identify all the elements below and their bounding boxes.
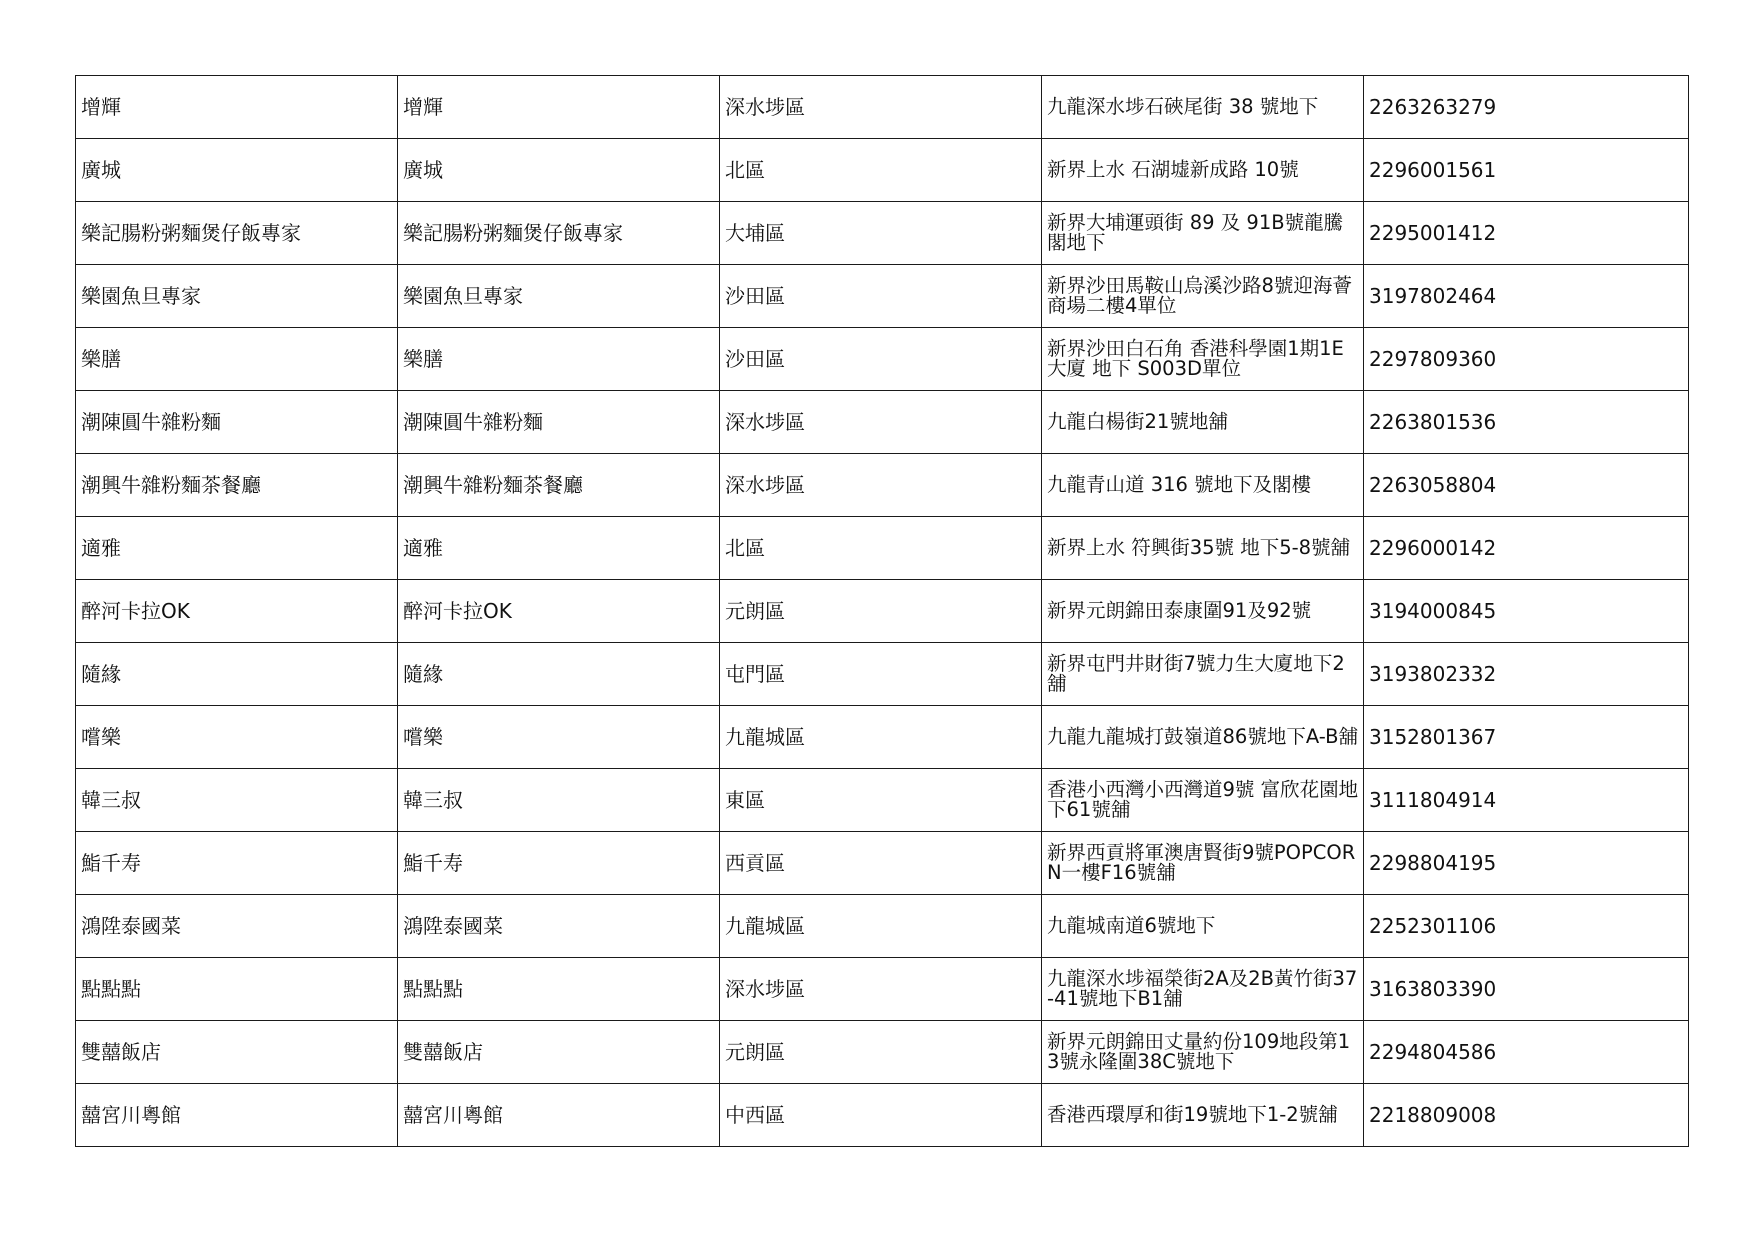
cell-district: 東區 bbox=[720, 769, 1042, 832]
restaurant-table bbox=[75, 75, 1689, 1147]
cell-name-alt: 樂園魚旦專家 bbox=[398, 265, 720, 328]
cell-phone: 3163803390 bbox=[1364, 958, 1689, 1021]
cell-district: 元朗區 bbox=[720, 580, 1042, 643]
cell-district: 屯門區 bbox=[720, 643, 1042, 706]
table-row bbox=[76, 1084, 1689, 1147]
cell-phone: 2263263279 bbox=[1364, 76, 1689, 139]
cell-address: 九龍城南道6號地下 bbox=[1042, 895, 1364, 958]
cell-name: 樂記腸粉粥麵煲仔飯專家 bbox=[76, 202, 398, 265]
cell-name-alt: 嚐樂 bbox=[398, 706, 720, 769]
table-row bbox=[76, 895, 1689, 958]
cell-name: 適雅 bbox=[76, 517, 398, 580]
cell-address: 九龍九龍城打鼓嶺道86號地下A-B舖 bbox=[1042, 706, 1364, 769]
table-row bbox=[76, 706, 1689, 769]
cell-phone: 2252301106 bbox=[1364, 895, 1689, 958]
cell-phone: 2218809008 bbox=[1364, 1084, 1689, 1147]
cell-name-alt: 醉河卡拉OK bbox=[398, 580, 720, 643]
cell-name-alt: 增輝 bbox=[398, 76, 720, 139]
cell-name: 樂園魚旦專家 bbox=[76, 265, 398, 328]
cell-phone: 2296001561 bbox=[1364, 139, 1689, 202]
cell-address: 新界元朗錦田泰康圍91及92號 bbox=[1042, 580, 1364, 643]
cell-phone: 2296000142 bbox=[1364, 517, 1689, 580]
cell-name-alt: 潮興牛雜粉麵茶餐廳 bbox=[398, 454, 720, 517]
table-row bbox=[76, 1021, 1689, 1084]
cell-phone: 2295001412 bbox=[1364, 202, 1689, 265]
cell-phone: 2297809360 bbox=[1364, 328, 1689, 391]
cell-name-alt: 囍宮川粵館 bbox=[398, 1084, 720, 1147]
table-row bbox=[76, 769, 1689, 832]
table-row bbox=[76, 958, 1689, 1021]
cell-name: 潮興牛雜粉麵茶餐廳 bbox=[76, 454, 398, 517]
cell-address: 新界沙田白石角 香港科學園1期1E大廈 地下 S003D單位 bbox=[1042, 328, 1364, 391]
cell-phone: 2263058804 bbox=[1364, 454, 1689, 517]
cell-address: 九龍青山道 316 號地下及閣樓 bbox=[1042, 454, 1364, 517]
cell-district: 九龍城區 bbox=[720, 706, 1042, 769]
cell-district: 深水埗區 bbox=[720, 391, 1042, 454]
cell-address: 香港小西灣小西灣道9號 富欣花園地下61號舖 bbox=[1042, 769, 1364, 832]
cell-name-alt: 雙囍飯店 bbox=[398, 1021, 720, 1084]
cell-name: 隨緣 bbox=[76, 643, 398, 706]
table-row bbox=[76, 139, 1689, 202]
cell-district: 深水埗區 bbox=[720, 958, 1042, 1021]
cell-name: 增輝 bbox=[76, 76, 398, 139]
cell-district: 中西區 bbox=[720, 1084, 1042, 1147]
cell-address: 新界上水 石湖墟新成路 10號 bbox=[1042, 139, 1364, 202]
cell-district: 元朗區 bbox=[720, 1021, 1042, 1084]
cell-name-alt: 廣城 bbox=[398, 139, 720, 202]
cell-phone: 3193802332 bbox=[1364, 643, 1689, 706]
cell-name: 點點點 bbox=[76, 958, 398, 1021]
cell-phone: 2294804586 bbox=[1364, 1021, 1689, 1084]
cell-phone: 3197802464 bbox=[1364, 265, 1689, 328]
cell-name: 鮨千寿 bbox=[76, 832, 398, 895]
table-row bbox=[76, 643, 1689, 706]
table-row bbox=[76, 832, 1689, 895]
cell-district: 大埔區 bbox=[720, 202, 1042, 265]
cell-phone: 3152801367 bbox=[1364, 706, 1689, 769]
cell-address: 新界屯門井財街7號力生大廈地下2舖 bbox=[1042, 643, 1364, 706]
cell-address: 新界元朗錦田丈量約份109地段第13號永隆圍38C號地下 bbox=[1042, 1021, 1364, 1084]
cell-name: 韓三叔 bbox=[76, 769, 398, 832]
table-row bbox=[76, 580, 1689, 643]
cell-name: 雙囍飯店 bbox=[76, 1021, 398, 1084]
table-row bbox=[76, 265, 1689, 328]
cell-name-alt: 樂記腸粉粥麵煲仔飯專家 bbox=[398, 202, 720, 265]
cell-name-alt: 韓三叔 bbox=[398, 769, 720, 832]
cell-phone: 3111804914 bbox=[1364, 769, 1689, 832]
table-row bbox=[76, 517, 1689, 580]
cell-name: 醉河卡拉OK bbox=[76, 580, 398, 643]
table-row bbox=[76, 76, 1689, 139]
cell-name-alt: 隨緣 bbox=[398, 643, 720, 706]
cell-district: 北區 bbox=[720, 139, 1042, 202]
cell-address: 新界大埔運頭街 89 及 91B號龍騰閣地下 bbox=[1042, 202, 1364, 265]
cell-phone: 3194000845 bbox=[1364, 580, 1689, 643]
cell-district: 北區 bbox=[720, 517, 1042, 580]
table-row bbox=[76, 328, 1689, 391]
cell-name: 囍宮川粵館 bbox=[76, 1084, 398, 1147]
cell-phone: 2298804195 bbox=[1364, 832, 1689, 895]
cell-district: 九龍城區 bbox=[720, 895, 1042, 958]
cell-name-alt: 點點點 bbox=[398, 958, 720, 1021]
cell-address: 新界沙田馬鞍山烏溪沙路8號迎海薈商場二樓4單位 bbox=[1042, 265, 1364, 328]
cell-district: 深水埗區 bbox=[720, 76, 1042, 139]
cell-address: 九龍深水埗石硤尾街 38 號地下 bbox=[1042, 76, 1364, 139]
table-body bbox=[76, 76, 1689, 1147]
cell-name: 潮陳圓牛雜粉麵 bbox=[76, 391, 398, 454]
cell-address: 香港西環厚和街19號地下1-2號舖 bbox=[1042, 1084, 1364, 1147]
cell-name: 嚐樂 bbox=[76, 706, 398, 769]
cell-name: 廣城 bbox=[76, 139, 398, 202]
cell-district: 沙田區 bbox=[720, 328, 1042, 391]
cell-district: 沙田區 bbox=[720, 265, 1042, 328]
table-row bbox=[76, 454, 1689, 517]
cell-address: 九龍白楊街21號地舖 bbox=[1042, 391, 1364, 454]
cell-name-alt: 鮨千寿 bbox=[398, 832, 720, 895]
cell-name-alt: 潮陳圓牛雜粉麵 bbox=[398, 391, 720, 454]
cell-name-alt: 樂膳 bbox=[398, 328, 720, 391]
table-row bbox=[76, 202, 1689, 265]
cell-district: 深水埗區 bbox=[720, 454, 1042, 517]
cell-district: 西貢區 bbox=[720, 832, 1042, 895]
cell-address: 九龍深水埗福榮街2A及2B黃竹街37-41號地下B1舖 bbox=[1042, 958, 1364, 1021]
cell-address: 新界上水 符興街35號 地下5-8號舖 bbox=[1042, 517, 1364, 580]
table-row bbox=[76, 391, 1689, 454]
cell-name: 鴻陞泰國菜 bbox=[76, 895, 398, 958]
cell-address: 新界西貢將軍澳唐賢街9號POPCORN一樓F16號舖 bbox=[1042, 832, 1364, 895]
cell-phone: 2263801536 bbox=[1364, 391, 1689, 454]
cell-name-alt: 適雅 bbox=[398, 517, 720, 580]
cell-name-alt: 鴻陞泰國菜 bbox=[398, 895, 720, 958]
cell-name: 樂膳 bbox=[76, 328, 398, 391]
